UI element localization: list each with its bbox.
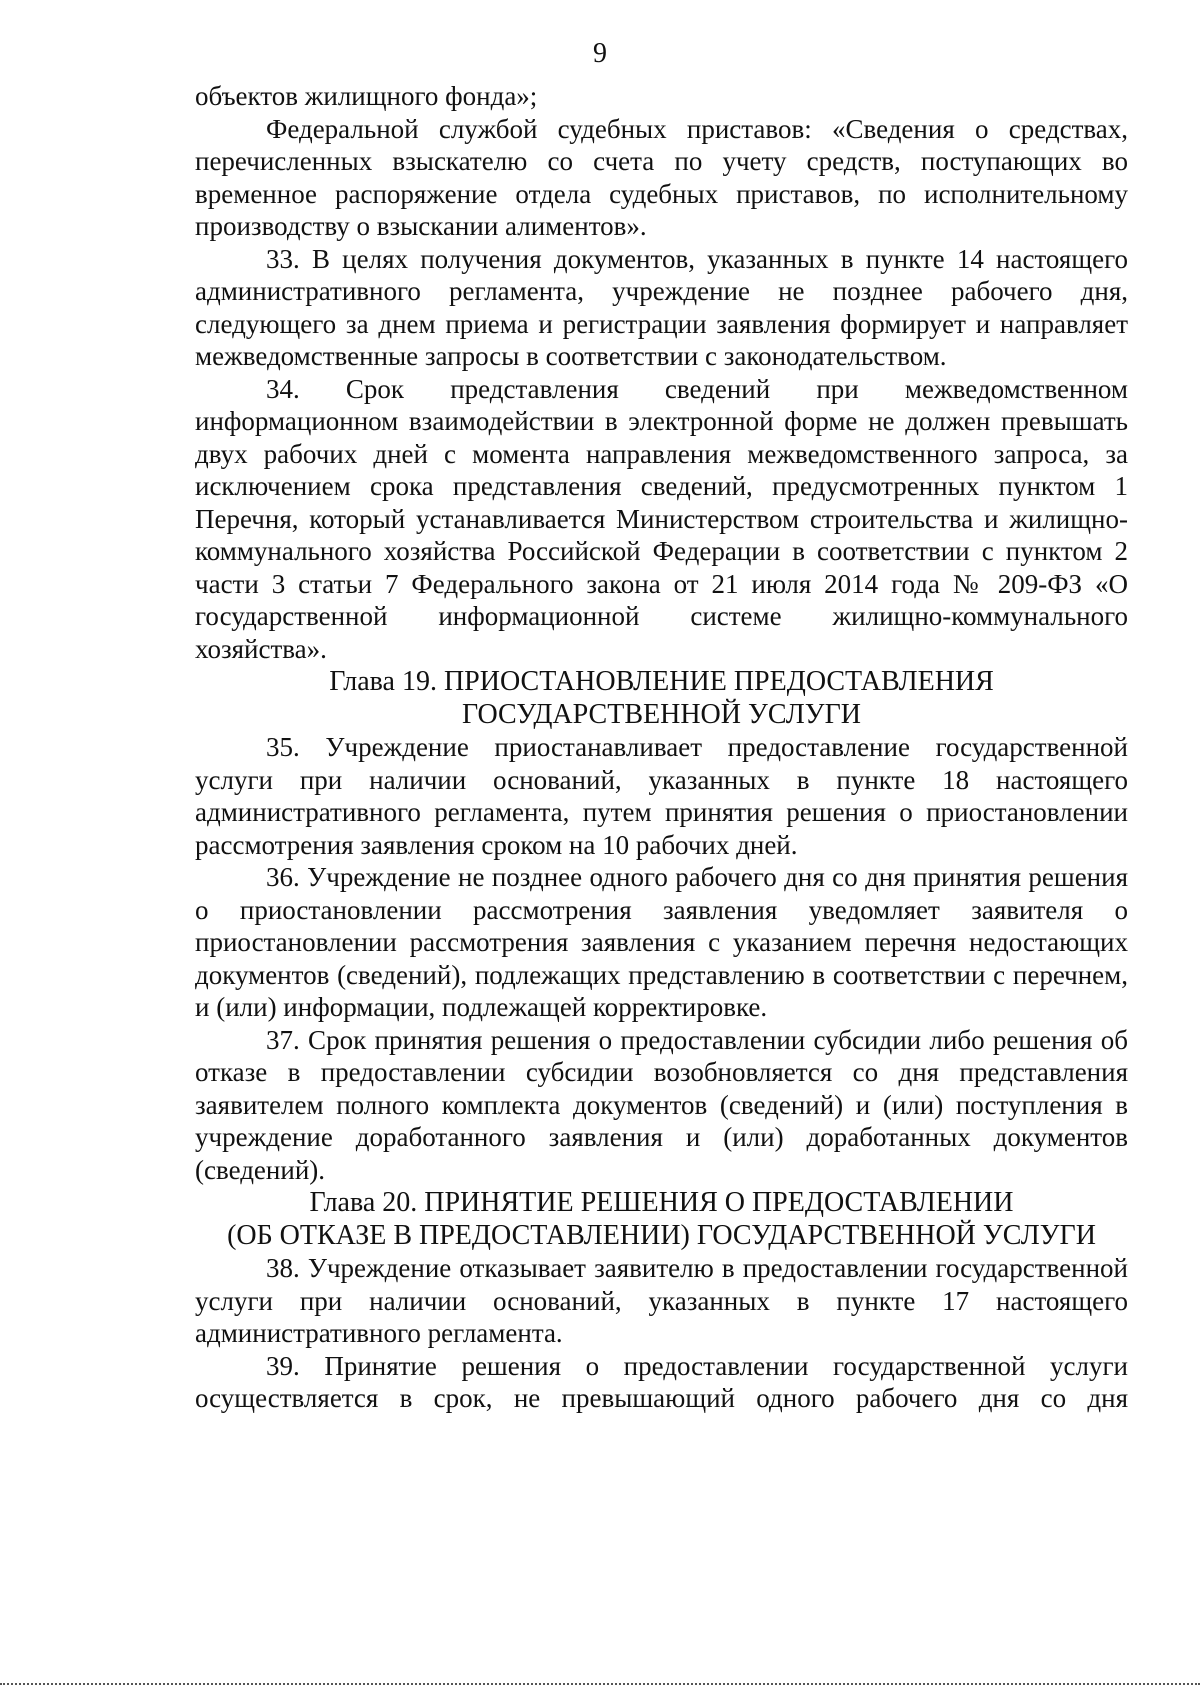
paragraph: 35. Учреждение приостанавливает предоставление государственной услуги при наличии оснований, указанных в пункте 18 настоящего административного регламента, путем принятия решения о приостановлении рассмотрения заявления сроком на 10 рабочих дней.	[195, 732, 1128, 860]
page-number: 9	[593, 38, 607, 69]
paragraphs-bottom	[195, 1252, 1128, 1415]
chapter-19-title-line-1: Глава 19. ПРИОСТАНОВЛЕНИЕ ПРЕДОСТАВЛЕНИЯ	[329, 666, 994, 697]
paragraph: объектов жилищного фонда»;	[195, 81, 538, 111]
chapter-19-heading	[195, 665, 1128, 731]
chapter-20-title-line-2: (ОБ ОТКАЗЕ В ПРЕДОСТАВЛЕНИИ) ГОСУДАРСТВЕННОЙ УСЛУГИ	[227, 1220, 1096, 1251]
chapter-19-title-line-2: ГОСУДАРСТВЕННОЙ УСЛУГИ	[461, 699, 862, 730]
page-bottom-edge	[0, 1683, 1200, 1685]
chapter-20-title-line-1: Глава 20. ПРИНЯТИЕ РЕШЕНИЯ О ПРЕДОСТАВЛЕНИИ	[309, 1187, 1014, 1218]
paragraphs-top	[195, 80, 1128, 665]
paragraph: 33. В целях получения документов, указанных в пункте 14 настоящего административного регламента, учреждение не позднее рабочего дня, следующего за днем приема и регистрации заявления формирует и направляет межведомственные запросы в соответствии с законодательством.	[195, 243, 1128, 371]
paragraph: 37. Срок принятия решения о предоставлении субсидии либо решения об отказе в предоставлении субсидии возобновляется со дня представления заявителем полного комплекта документов (сведений) и (или) поступления в учреждение доработанного заявления и (или) доработанных документов (сведений).	[195, 1024, 1128, 1185]
paragraph: 38. Учреждение отказывает заявителю в предоставлении государственной услуги при наличии оснований, указанных в пункте 17 настоящего административного регламента.	[195, 1253, 1128, 1348]
paragraph: 34. Срок представления сведений при межведомственном информационном взаимодействии в электронной форме не должен превышать двух рабочих дней с момента направления межведомственного запроса, за исключением срока представления сведений, предусмотренных пунктом 1 Перечня, который устанавливается Министерством строительства и жилищно-коммунального хозяйства Российской Федерации в соответствии с пунктом 2 части 3 статьи 7 Федерального закона от 21 июля 2014 года № 209-ФЗ «О государственной информационной системе жилищно-коммунального хозяйства».	[195, 373, 1128, 664]
paragraph: 36. Учреждение не позднее одного рабочего дня со дня принятия решения о приостановлении рассмотрения заявления уведомляет заявителя о приостановлении рассмотрения заявления с указанием перечня недостающих документов (сведений), подлежащих представлению в соответствии с перечнем, и (или) информации, подлежащей корректировке.	[195, 862, 1128, 1022]
document-body	[195, 80, 1128, 1415]
chapter-20-heading	[195, 1186, 1128, 1252]
paragraph: 39. Принятие решения о предоставлении государственной услуги осуществляется в срок, не превышающий одного рабочего дня со дня	[195, 1350, 1128, 1413]
paragraphs-mid	[195, 731, 1128, 1186]
paragraph: Федеральной службой судебных приставов: «Сведения о средствах, перечисленных взыскателю со счета по учету средств, поступающих во временное распоряжение отдела судебных приставов, по исполнительному производству о взыскании алиментов».	[195, 113, 1128, 241]
